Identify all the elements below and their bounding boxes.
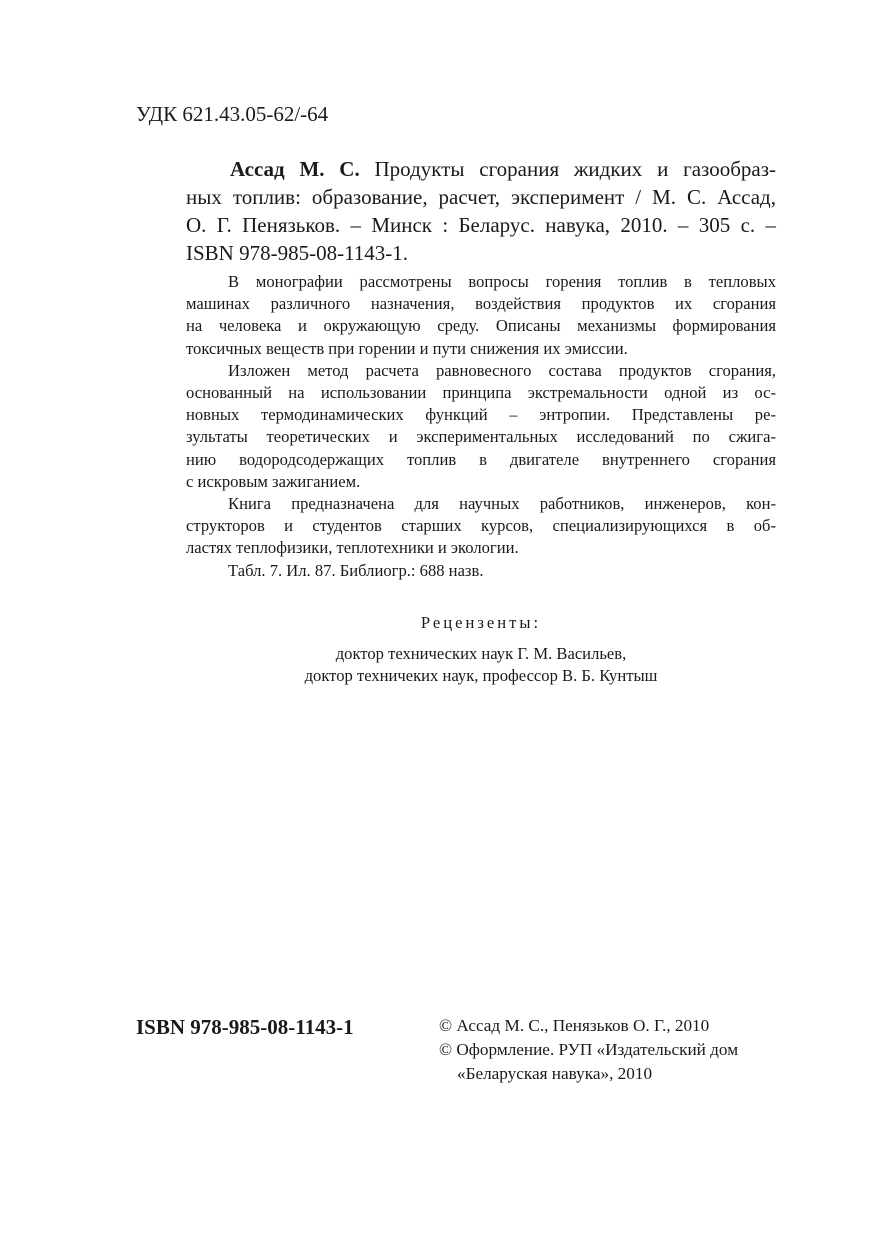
isbn: ISBN 978-985-08-1143-1 <box>136 1015 354 1039</box>
reviewers-heading: Рецензенты: <box>420 613 542 632</box>
reviewer-1: доктор технических наук Г. М. Васильев, <box>335 644 627 663</box>
abstract-p2-line: нию водородсодержащих топлив в двигателе внутреннего сгорания <box>186 449 776 469</box>
abstract-stats: Табл. 7. Ил. 87. Библиогр.: 688 назв. <box>228 560 484 580</box>
abstract-p2-line: Изложен метод расчета равновесного состава продуктов сгорания, <box>228 360 776 380</box>
biblio-author: Ассад М. С. <box>230 157 360 181</box>
abstract-p2-line: зультаты теоретических и экспериментальных исследований по сжига- <box>186 427 776 447</box>
abstract-p3-line: Книга предназначена для научных работников, инженеров, кон- <box>228 494 776 514</box>
biblio-line-2: ных топлив: образование, расчет, эксперимент / М. С. Ассад, <box>186 185 776 209</box>
biblio-title-start: Продукты сгорания жидких и газообраз- <box>359 157 776 181</box>
abstract-p2-line: с искровым зажиганием. <box>186 471 361 491</box>
biblio-line-4: ISBN 978-985-08-1143-1. <box>186 241 409 265</box>
abstract-p3-line: ластях теплофизики, теплотехники и экологии. <box>186 538 519 558</box>
abstract-p3-line: структоров и студентов старших курсов, специализирующихся в об- <box>186 516 776 536</box>
biblio-line-1 <box>186 155 776 183</box>
bibliographic-record <box>186 155 776 267</box>
abstract-p1-line: токсичных веществ при горении и пути снижения их эмиссии. <box>186 338 628 358</box>
udk-code: УДК 621.43.05-62/-64 <box>136 102 329 126</box>
abstract-p2-line: основанный на использовании принципа экстремальности одной из ос- <box>186 383 776 403</box>
abstract-p1-line: на человека и окружающую среду. Описаны механизмы формирования <box>186 316 776 336</box>
reviewer-2: доктор техничеких наук, профессор В. Б. Кунтыш <box>304 666 658 685</box>
copyright-design: © Оформление. РУП «Издательский дом <box>439 1040 739 1059</box>
abstract-p2-line: новных термодинамических функций – энтропии. Представлены ре- <box>186 405 776 425</box>
biblio-line-3: О. Г. Пенязьков. – Минск : Беларус. навука, 2010. – 305 с. – <box>186 213 776 237</box>
abstract-p1-line: машинах различного назначения, воздействия продуктов их сгорания <box>186 294 776 314</box>
abstract-p1-line: В монографии рассмотрены вопросы горения топлив в тепловых <box>228 272 776 291</box>
abstract <box>186 271 776 582</box>
copyright-publisher: «Беларуская навука», 2010 <box>457 1064 653 1083</box>
copyright-authors: © Ассад М. С., Пенязьков О. Г., 2010 <box>439 1016 710 1035</box>
